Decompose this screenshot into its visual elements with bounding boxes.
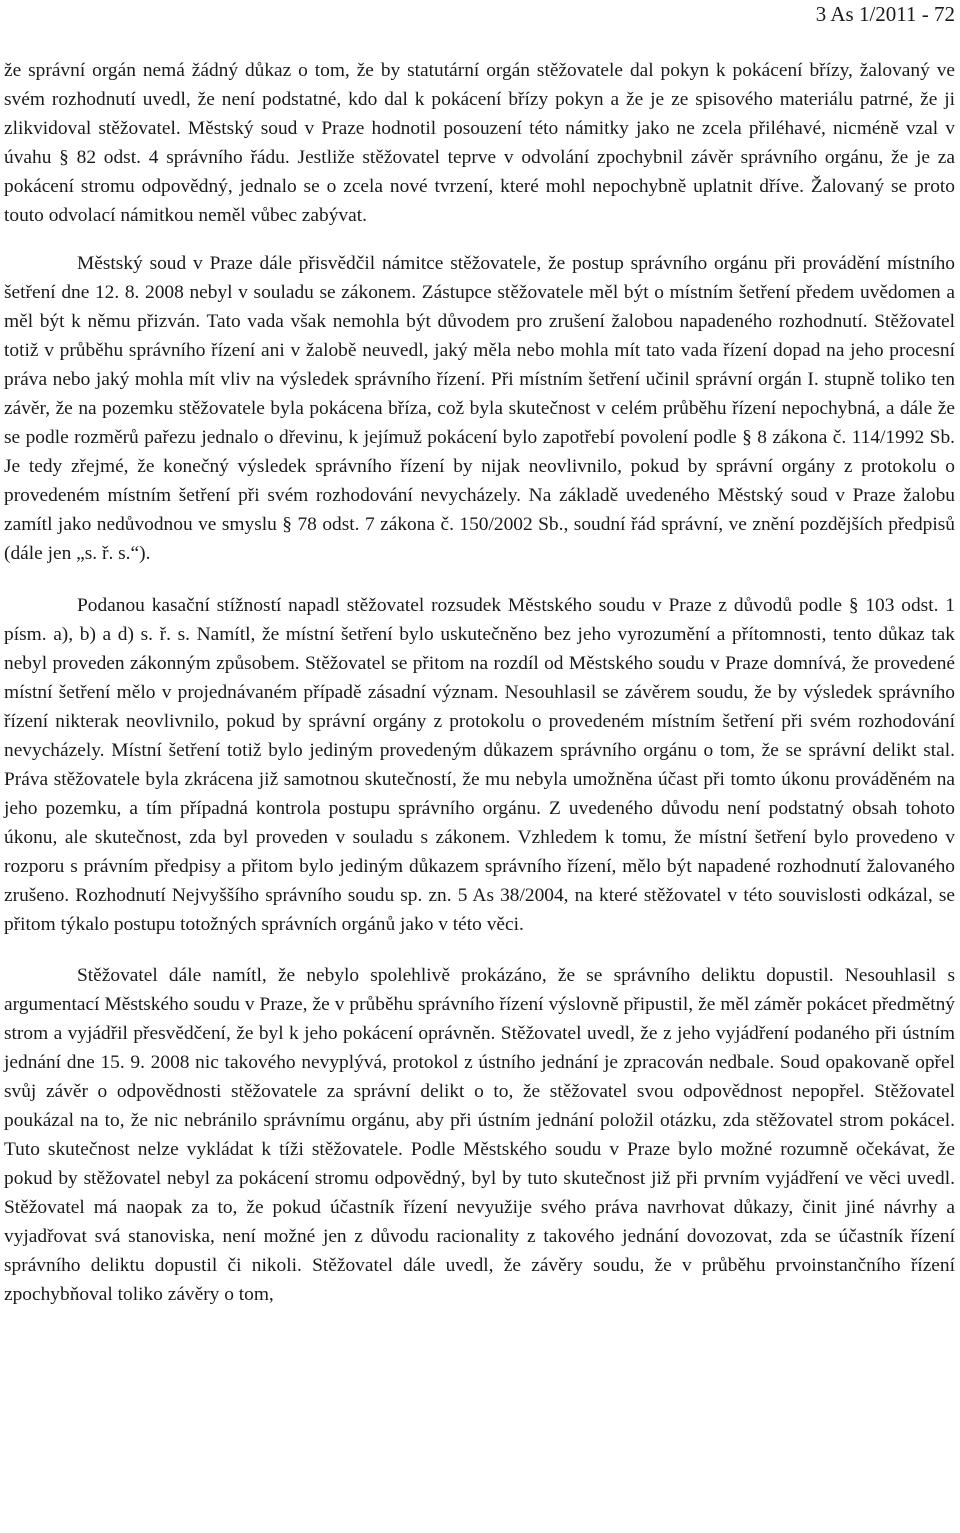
paragraph-3: Podanou kasační stížností napadl stěžovatel rozsudek Městského soudu v Praze z důvodů podle § 103 odst. 1 písm. a), b) a d) s. ř. s. Namítl, že místní šetření bylo uskutečněno bez jeho vyrozumění a přítomnosti, tento důkaz tak nebyl proveden zákonným způsobem. Stěžovatel se přitom na rozdíl od Městského soudu v Praze domnívá, že provedené místní šetření mělo v projednávaném případě zásadní význam. Nesouhlasil se závěrem soudu, že by výsledek správního řízení nikterak neovlivnilo, pokud by správní orgány z protokolu o provedeném místním šetření při svém rozhodování nevycházely. Místní šetření totiž bylo jediným provedeným důkazem správního orgánu o tom, že se správní delikt stal. Práva stěžovatele byla zkrácena již samotnou skutečností, že mu nebyla umožněna účast při tomto úkonu prováděném na jeho pozemku, a tím případná kontrola postupu správního orgánu. Z uvedeného důvodu není podstatný obsah tohoto úkonu, ale skutečnost, zda byl proveden v souladu s zákonem. Vzhledem k tomu, že místní šetření bylo provedeno v rozporu s právním předpisy a přitom bylo jediným důkazem správního řízení, mělo být napadené rozhodnutí žalovaného zrušeno. Rozhodnutí Nejvyššího správního soudu sp. zn. 5 As 38/2004, na které stěžovatel v této souvislosti odkázal, se přitom týkalo postupu totožných správních orgánů jako v této věci. [4,595,955,935]
paragraph-2: Městský soud v Praze dále přisvědčil námitce stěžovatele, že postup správního orgánu při provádění místního šetření dne 12. 8. 2008 nebyl v souladu se zákonem. Zástupce stěžovatele měl být o místním šetření předem uvědomen a měl být k němu přizván. Tato vada však nemohla být důvodem pro zrušení žalobou napadeného rozhodnutí. Stěžovatel totiž v průběhu správního řízení ani v žalobě neuvedl, jaký měla nebo mohla mít tato vada řízení dopad na jeho procesní práva nebo jaký mohla mít vliv na výsledek správního řízení. Při místním šetření učinil správní orgán I. stupně toliko ten závěr, že na pozemku stěžovatele byla pokácena bříza, což byla skutečnost v celém průběhu řízení nepochybná, a dále že se podle rozměrů pařezu jednalo o dřevinu, k jejímuž pokácení bylo zapotřebí povolení podle § 8 zákona č. 114/1992 Sb. Je tedy zřejmé, že konečný výsledek správního řízení by nijak neovlivnilo, pokud by správní orgány z protokolu o provedeném místním šetření při svém rozhodování nevycházely. Na základě uvedeného Městský soud v Praze žalobu zamítl jako nedůvodnou ve smyslu § 78 odst. 7 zákona č. 150/2002 Sb., soudní řád správní, ve znění pozdějších předpisů (dále jen „s. ř. s.“). [4,253,955,564]
document-page [4,0,955,1309]
paragraph-1: že správní orgán nemá žádný důkaz o tom, že by statutární orgán stěžovatele dal pokyn k pokácení břízy, žalovaný ve svém rozhodnutí uvedl, že není podstatné, kdo dal k pokácení břízy pokyn a že je ze spisového materiálu patrné, že ji zlikvidoval stěžovatel. Městský soud v Praze hodnotil posouzení této námitky jako ne zcela přiléhavé, nicméně vzal v úvahu § 82 odst. 4 správního řádu. Jestliže stěžovatel teprve v odvolání zpochybnil závěr správního orgánu, že je za pokácení stromu odpovědný, jednalo se o zcela nové tvrzení, které mohl nepochybně uplatnit dříve. Žalovaný se proto touto odvolací námitkou neměl vůbec zabývat. [4,60,955,226]
paragraph-4: Stěžovatel dále namítl, že nebylo spolehlivě prokázáno, že se správního deliktu dopustil. Nesouhlasil s argumentací Městského soudu v Praze, že v průběhu správního řízení výslovně připustil, že měl záměr pokácet předmětný strom a vyjádřil přesvědčení, že byl k jeho pokácení oprávněn. Stěžovatel uvedl, že z jeho vyjádření podaného při ústním jednání dne 15. 9. 2008 nic takového nevyplývá, protokol z ústního jednání je zpracován nedbale. Soud opakovaně opřel svůj závěr o odpovědnosti stěžovatele za správní delikt o to, že stěžovatel svou odpovědnost nepopřel. Stěžovatel poukázal na to, že nic nebránilo správnímu orgánu, aby při ústním jednání položil otázku, zda stěžovatel strom pokácel. Tuto skutečnost nelze vykládat k tíži stěžovatele. Podle Městského soudu v Praze bylo možné rozumně očekávat, že pokud by stěžovatel nebyl za pokácení stromu odpovědný, byl by tuto skutečnost již při prvním vyjádření ve věci uvedl. Stěžovatel má naopak za to, že pokud účastník řízení nevyužije svého práva navrhovat důkazy, činit jiné návrhy a vyjadřovat svá stanoviska, není možné jen z důvodu racionality z takového jednání dovozovat, zda se účastník řízení správního deliktu dopustil či nikoli. Stěžovatel dále uvedl, že závěry soudu, že v průběhu prvoinstančního řízení zpochybňoval toliko závěry o tom, [4,965,955,1305]
page-header-reference: 3 As 1/2011 - 72 [815,2,955,26]
